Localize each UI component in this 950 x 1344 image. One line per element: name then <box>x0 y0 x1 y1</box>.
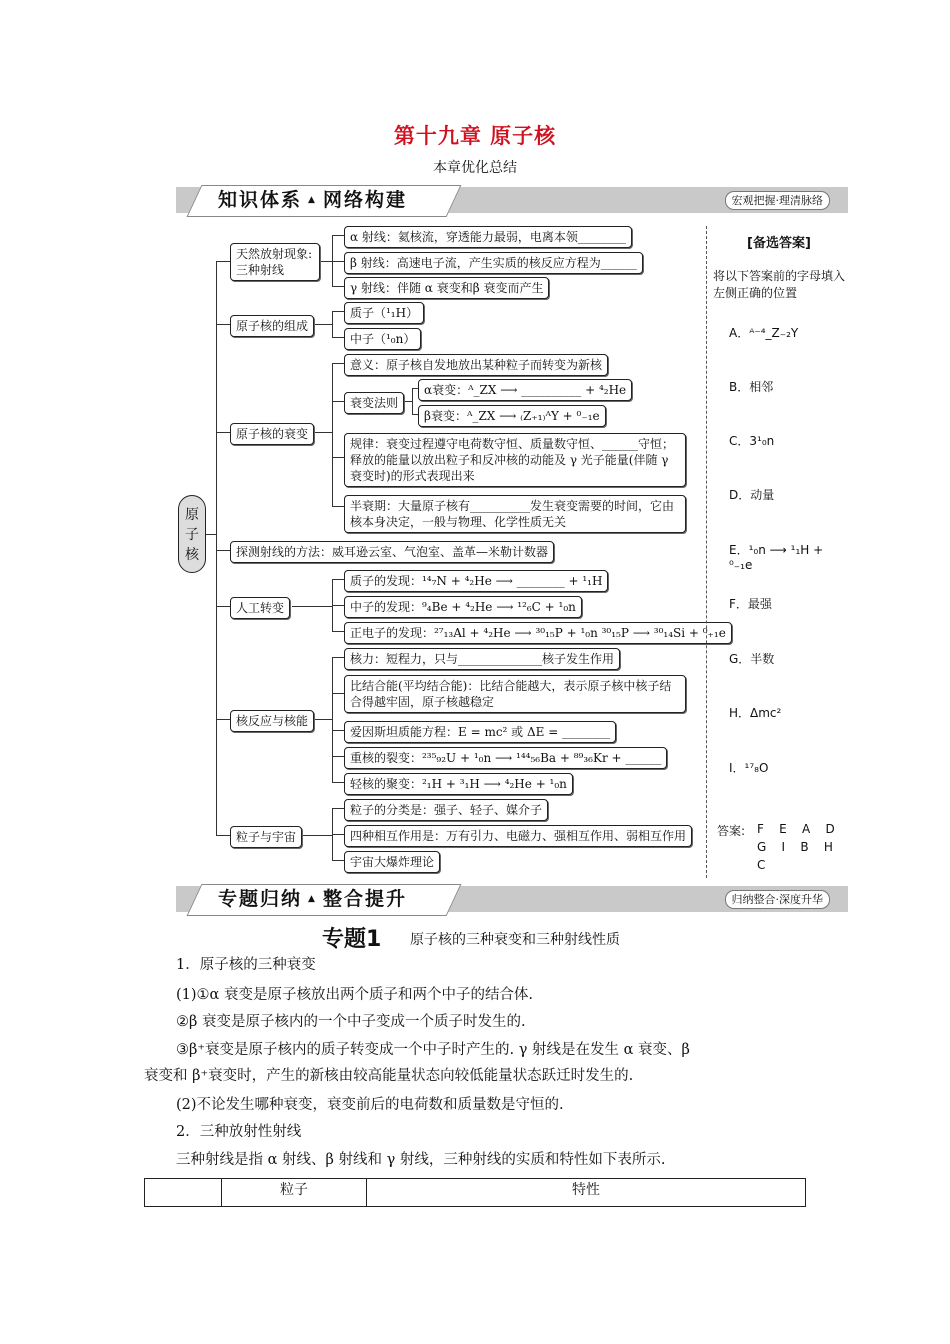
leaf-alpha-ray: α 射线：氦核流，穿透能力最弱，电离本领________ <box>344 226 632 248</box>
branch-composition: 原子核的组成 <box>230 315 314 337</box>
leaf-proton-discovery: 质子的发现：¹⁴₇N + ⁴₂He ⟶ ________ + ¹₁H <box>344 570 608 592</box>
rays-table <box>144 1178 806 1207</box>
root-char: 原 <box>185 507 199 523</box>
option-g: G．半数 <box>729 652 775 666</box>
banner-heading-right: 整合提升 <box>322 888 407 910</box>
section-banner-topics <box>176 886 848 912</box>
option-c: C．3¹₀n <box>729 434 775 448</box>
triangle-icon: ▲ <box>308 195 317 205</box>
leaf-particle-classification: 粒子的分类是：强子、轻子、媒介子 <box>344 799 548 821</box>
branch-decay: 原子核的衰变 <box>230 423 314 445</box>
leaf-neutron: 中子（¹₀n） <box>344 328 421 350</box>
paragraph: ②β 衰变是原子核内的一个中子变成一个质子时发生的. <box>176 1014 526 1030</box>
banner-heading-left: 知识体系 <box>218 189 303 211</box>
sidebar-title: [备选答案] <box>747 236 811 251</box>
mindmap-root <box>178 495 206 573</box>
table-header-cell <box>145 1179 222 1207</box>
banner-tag: 宏观把握·理清脉络 <box>725 191 831 210</box>
leaf-big-bang: 宇宙大爆炸理论 <box>344 851 440 873</box>
leaf-einstein: 爱因斯坦质能方程：E = mc² 或 ΔE = ________ <box>344 721 616 743</box>
paragraph: ③β⁺衰变是原子核内的质子转变成一个中子时产生的. γ 射线是在发生 α 衰变、β <box>176 1042 690 1058</box>
topic-title: 原子核的三种衰变和三种射线性质 <box>410 932 620 948</box>
banner-heading <box>218 187 407 213</box>
option-f: F．最强 <box>729 597 772 611</box>
option-i: I．¹⁷₈O <box>729 761 769 775</box>
banner-heading-right: 网络构建 <box>322 189 407 211</box>
paragraph: 1．原子核的三种衰变 <box>176 957 316 973</box>
answer-sidebar <box>706 226 847 878</box>
leaf-neutron-discovery: 中子的发现：⁹₄Be + ⁴₂He ⟶ ¹²₆C + ¹₀n <box>344 596 582 618</box>
answer-row-2: G I B H <box>757 840 833 854</box>
branch-reaction-energy: 核反应与核能 <box>230 710 314 732</box>
answer-label: 答案: <box>717 824 746 838</box>
answer-row-1: F E A D <box>757 822 835 836</box>
banner-tag: 归纳整合·深度升华 <box>725 890 831 909</box>
leaf-decay-rules: 衰变法则 <box>344 392 404 414</box>
leaf-decay-meaning: 意义：原子核自发地放出某种粒子而转变为新核 <box>344 354 608 376</box>
leaf-decay-law: 规律：衰变过程遵守电荷数守恒、质量数守恒、______守恒；释放的能量以放出粒子和反冲核的动能及 γ 光子能量(伴随 γ 衰变时)的形式表现出来 <box>344 433 686 487</box>
topic-label: 专题1 <box>322 927 382 952</box>
leaf-fission: 重核的裂变：²³⁵₉₂U + ¹₀n ⟶ ¹⁴⁴₅₆Ba + ⁸⁹₃₆Kr + ______ <box>344 747 667 769</box>
paragraph: 三种射线是指 α 射线、β 射线和 γ 射线，三种射线的实质和特性如下表所示. <box>176 1152 666 1168</box>
option-b: B．相邻 <box>729 380 774 394</box>
branch-detection: 探测射线的方法：威耳逊云室、气泡室、盖革—米勒计数器 <box>230 541 554 563</box>
answer-row-3: C <box>757 858 766 872</box>
paragraph: (1)①α 衰变是原子核放出两个质子和两个中子的结合体. <box>176 987 534 1003</box>
leaf-proton: 质子（¹₁H） <box>344 302 424 324</box>
option-h: H．Δmc² <box>729 706 782 720</box>
table-header-cell: 特性 <box>367 1179 806 1207</box>
option-d: D．动量 <box>729 488 775 502</box>
sidebar-instruction: 将以下答案前的字母填入左侧正确的位置 <box>713 269 846 300</box>
leaf-alpha-decay: α衰变：ᴬ_ZX ⟶ __________ + ⁴₂He <box>418 379 632 401</box>
leaf-four-interactions: 四种相互作用是：万有引力、电磁力、强相互作用、弱相互作用 <box>344 825 692 847</box>
paragraph: 衰变和 β⁺衰变时，产生的新核由较高能量状态向较低能量状态跃迁时发生的. <box>144 1068 634 1084</box>
leaf-gamma-ray: γ 射线：伴随 α 衰变和β 衰变而产生 <box>344 277 549 299</box>
branch-particle-universe: 粒子与宇宙 <box>230 826 302 848</box>
table-header-cell: 粒子 <box>222 1179 367 1207</box>
branch-artificial: 人工转变 <box>230 597 290 619</box>
leaf-nuclear-force: 核力：短程力，只与______________核子发生作用 <box>344 648 620 670</box>
paragraph: (2)不论发生哪种衰变，衰变前后的电荷数和质量数是守恒的. <box>176 1097 564 1113</box>
chapter-title: 第十九章 原子核 <box>393 123 557 148</box>
triangle-icon: ▲ <box>308 894 317 904</box>
option-e: E．¹₀n ⟶ ¹₁H + ⁰₋₁e <box>729 543 824 572</box>
root-char: 子 <box>185 527 199 543</box>
leaf-beta-ray: β 射线：高速电子流，产生实质的核反应方程为______ <box>344 252 643 274</box>
section-banner-knowledge <box>176 187 848 213</box>
leaf-half-life: 半衰期：大量原子核有__________发生衰变需要的时间，它由核本身决定，一般与物理、化学性质无关 <box>344 495 686 533</box>
table-header-row <box>145 1179 806 1207</box>
leaf-beta-decay: β衰变：ᴬ_ZX ⟶ ₍Z₊₁₎ᴬY + ⁰₋₁e <box>418 405 606 427</box>
leaf-fusion: 轻核的聚变：²₁H + ³₁H ⟶ ⁴₂He + ¹₀n <box>344 773 573 795</box>
banner-heading-left: 专题归纳 <box>218 888 303 910</box>
root-char: 核 <box>185 547 199 563</box>
branch-natural-radiation: 天然放射现象: 三种射线 <box>230 243 320 281</box>
chapter-subtitle: 本章优化总结 <box>433 160 517 176</box>
leaf-positron-discovery: 正电子的发现：²⁷₁₃Al + ⁴₂He ⟶ ³⁰₁₅P + ¹₀n ³⁰₁₅P ⟶ ³⁰₁₄Si + ⁰₊₁e <box>344 622 732 644</box>
banner-heading <box>218 886 407 912</box>
leaf-binding-energy: 比结合能(平均结合能)：比结合能越大，表示原子核中核子结合得越牢固，原子核越稳定 <box>344 675 686 713</box>
option-a: A．ᴬ⁻⁴_Z₋₂Y <box>729 326 799 340</box>
paragraph: 2．三种放射性射线 <box>176 1124 302 1140</box>
